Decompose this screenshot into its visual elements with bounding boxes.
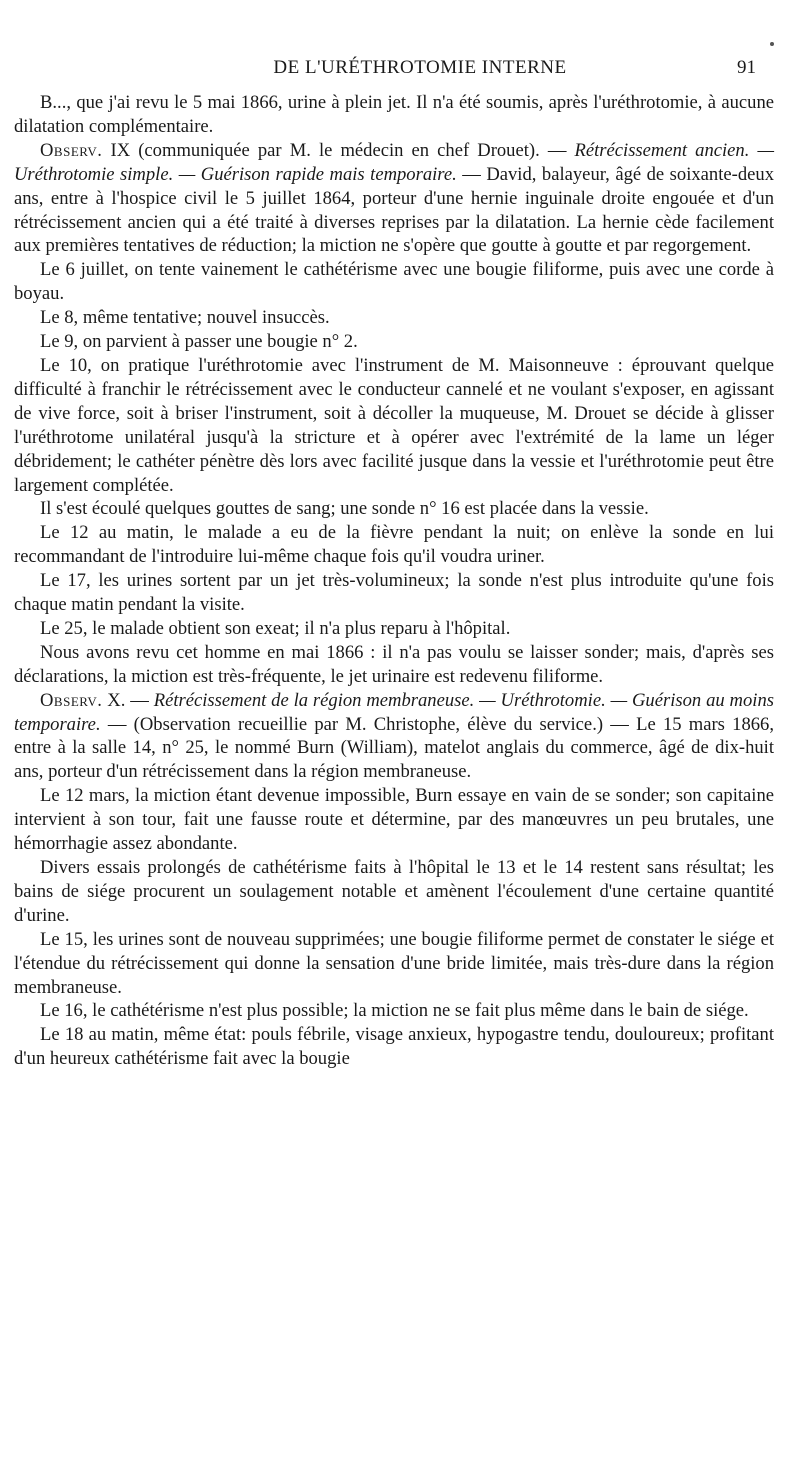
observation-source: IX (communiquée par M. le médecin en chef Drouet). — [102, 139, 575, 161]
observation-source: X. — [102, 689, 154, 711]
paragraph [14, 1023, 774, 1071]
paragraph [14, 330, 774, 354]
observation-paragraph [14, 139, 774, 259]
paragraph-text: — David, balayeur, âgé de soixante-deux ans, entre à l'hospice civil le 5 juillet 1864, porteur d'une hernie inguinale droite engouée et d'un rétrécissement ancien qui a été traité à diverses reprises par la dilatation. La hernie cède facilement aux premières tentatives de réduction; la miction ne s'opère que goutte à goutte et par regorgement. [14, 163, 774, 257]
observation-title: Rétrécissement ancien. — Uréthrotomie simple. — Guérison rapide mais temporaire. [14, 139, 774, 185]
observation-label: Observ. [40, 689, 103, 711]
paragraph-text: Le 12 mars, la miction étant devenue impossible, Burn essaye en vain de se sonder; son capitaine intervient à son tour, fait une fausse route et détermine, par des manœuvres un peu brutales, une hémorrhagie assez abondante. [14, 785, 774, 855]
paragraph-text: Divers essais prolongés de cathétérisme faits à l'hôpital le 13 et le 14 restent sans résultat; les bains de siége procurent un soulagement notable et amènent l'écoulement d'une certaine quantité d'urine. [14, 857, 774, 926]
paragraph-text: Le 6 juillet, on tente vainement le cathétérisme avec une bougie filiforme, puis avec une corde à boyau. [14, 259, 774, 305]
paragraph [14, 641, 774, 689]
paragraph [14, 928, 774, 1000]
paragraph [14, 521, 774, 569]
paragraph-text: Le 16, le cathétérisme n'est plus possible; la miction ne se fait plus même dans le bain de siége. [40, 1000, 749, 1022]
paragraph [14, 617, 774, 641]
observation-paragraph [14, 689, 774, 785]
paragraph-text: Le 10, on pratique l'uréthrotomie avec l'instrument de M. Maisonneuve : éprouvant quelque difficulté à franchir le rétrécissement avec le conducteur cannelé et ne voulant s'exposer, en agissant de vive force, soit à briser l'instrument, soit à décoller la muqueuse, M. Drouet se décide à glisser l'uréthrotome unilatéral jusqu'à la stricture et à opérer avec l'extrémité de la lame un léger débridement; le cathéter pénètre dès lors avec facilité jusque dans la vessie et l'uréthrotomie peut être largement complétée. [14, 354, 774, 496]
paragraph [14, 569, 774, 617]
paragraph [14, 91, 774, 139]
paragraph-text: Nous avons revu cet homme en mai 1866 : il n'a pas voulu se laisser sonder; mais, d'après ses déclarations, la miction est très-fréquente, le jet urinaire est redevenu filiforme. [14, 641, 774, 687]
paragraph-text: Le 12 au matin, le malade a eu de la fièvre pendant la nuit; on enlève la sonde en lui recommandant de l'introduire lui-même chaque fois qu'il voudra uriner. [14, 522, 774, 568]
running-title: DE L'URÉTHROTOMIE INTERNE [273, 57, 567, 78]
paragraph-text: Le 15, les urines sont de nouveau supprimées; une bougie filiforme permet de constater le siége et l'étendue du rétrécissement qui donne la sensation d'une bride limitée, mais très-dure dans la région membraneuse. [14, 928, 774, 998]
paragraph-text: — (Observation recueillie par M. Christophe, élève du service.) — Le 15 mars 1866, entre à la salle 14, n° 25, le nommé Burn (William), matelot anglais du commerce, âgé de dix-huit ans, porteur d'un rétrécissement dans la région membraneuse. [14, 713, 774, 783]
paragraph [14, 497, 774, 521]
corner-mark [770, 42, 774, 46]
paragraph [14, 999, 774, 1023]
paragraph [14, 258, 774, 306]
page-body [14, 91, 774, 1071]
observation-title: Rétrécissement de la région membraneuse. — Uréthrotomie. — Guérison au moins temporaire. [14, 689, 774, 735]
observation-label: Observ. [40, 139, 103, 161]
paragraph [14, 354, 774, 497]
paragraph [14, 856, 774, 928]
page-header [60, 57, 780, 83]
paragraph [14, 306, 774, 330]
paragraph-text: B..., que j'ai revu le 5 mai 1866, urine à plein jet. Il n'a été soumis, après l'uréthrotomie, à aucune dilatation complémentaire. [14, 92, 774, 137]
paragraph-text: Il s'est écoulé quelques gouttes de sang; une sonde n° 16 est placée dans la vessie. [40, 498, 649, 520]
paragraph-text: Le 18 au matin, même état: pouls fébrile, visage anxieux, hypogastre tendu, douloureux; profitant d'un heureux cathétérisme fait avec la bougie [14, 1024, 774, 1070]
page-number: 91 [737, 57, 756, 78]
paragraph-text: Le 9, on parvient à passer une bougie n° 2. [40, 331, 358, 353]
paragraph [14, 784, 774, 856]
paragraph-text: Le 25, le malade obtient son exeat; il n'a plus reparu à l'hôpital. [40, 617, 511, 639]
paragraph-text: Le 8, même tentative; nouvel insuccès. [40, 307, 330, 329]
paragraph-text: Le 17, les urines sortent par un jet très-volumineux; la sonde n'est plus introduite qu'une fois chaque matin pendant la visite. [14, 570, 774, 616]
